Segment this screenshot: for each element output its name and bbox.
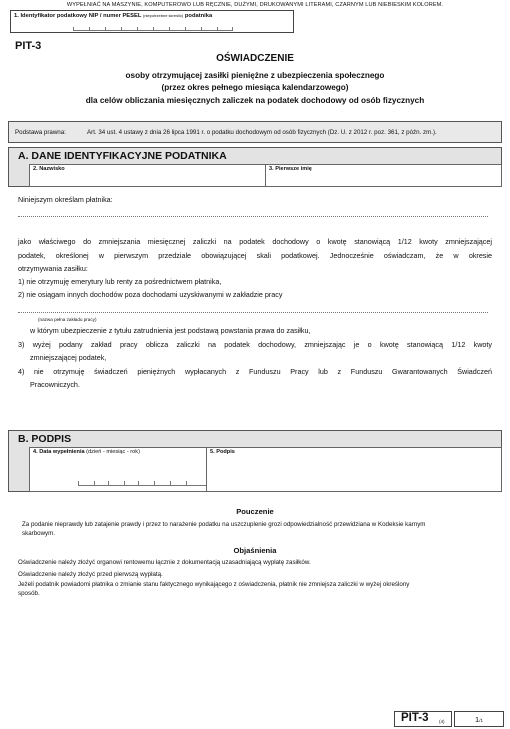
explanations-title: Objaśnienia xyxy=(233,546,277,555)
signature-label: 5. Podpis xyxy=(210,449,235,455)
subtitle-line-2: (przez okres pełnego miesiąca kalendarzowego) xyxy=(161,83,349,92)
item-4-line-1: 4) nie otrzymuję świadczeń pieniężnych wypłacanych z Funduszu Pracy lub z Funduszu Gwarantowanych Świadczeń xyxy=(18,367,492,376)
signature-field[interactable] xyxy=(206,447,502,492)
footer-form-code-text: PIT-3 xyxy=(401,712,429,724)
date-label-hint: (dzień - miesiąc - rok) xyxy=(86,449,140,455)
date-slots xyxy=(78,481,208,486)
workplace-caption: (nazwa pełna zakładu pracy) xyxy=(38,317,97,322)
nip-digit-slots xyxy=(73,27,233,31)
para1-line-1: jako właściwego do zmniejszania miesięcznej zaliczki na podatek dochodowy o kwotę stanowiącą 1/12 kwoty zmniejszającej xyxy=(18,237,492,246)
footer-version: (4) xyxy=(439,719,445,724)
subtitle-line-3: dla celów obliczania miesięcznych zaliczek na podatek dochodowy od osób fizycznych xyxy=(85,96,425,105)
explanation-3-line-1: Jeżeli podatnik powiadomi płatnika o zmianie stanu faktycznego wynikającego z oświadczenia, płatnik nie zmniejsza zaliczki w wyżej określony xyxy=(18,581,410,588)
footer-form-code xyxy=(394,711,452,727)
nip-field[interactable] xyxy=(10,10,294,33)
notice-line-1: Za podanie nieprawdy lub zatajenie prawdy i przez to narażenie podatku na uszczuplenie grozi odpowiedzialność przewidziana w Kodeksie karnym xyxy=(22,521,426,528)
subtitle-line-1: osoby otrzymującej zasiłki pieniężne z ubezpieczenia społecznego xyxy=(125,71,385,80)
surname-field[interactable] xyxy=(29,164,266,187)
item-3-line-2: zmniejszającej podatek, xyxy=(30,353,107,362)
page-number-current: 1 xyxy=(475,715,480,724)
date-label-text: 4. Data wypełnienia xyxy=(33,449,85,455)
page-title: OŚWIADCZENIE xyxy=(216,53,294,64)
explanation-2: Oświadczenie należy złożyć przed pierwszą wypłatą. xyxy=(18,571,163,578)
top-instruction: WYPEŁNIAĆ NA MASZYNIE, KOMPUTEROWO LUB RĘCZNIE, DUŻYMI, DRUKOWANYMI LITERAMI, CZARNYM LUB NIEBIESKIM KOLOREM. xyxy=(66,2,444,8)
payer-name-line[interactable] xyxy=(18,213,488,217)
para1-line-3: otrzymywania zasiłku: xyxy=(18,264,88,273)
first-name-field[interactable] xyxy=(265,164,502,187)
section-b-title: B. PODPIS xyxy=(18,433,72,445)
intro-text: Niniejszym określam płatnika: xyxy=(18,195,113,204)
item-3-line-1: 3) wyżej podany zakład pracy oblicza zaliczki na podatek dochodowy, zmniejszając je o kwotę stanowiącą 1/12 kwoty xyxy=(18,340,492,349)
section-a-title: A. DANE IDENTYFIKACYJNE PODATNIKA xyxy=(18,150,227,162)
section-b xyxy=(8,430,502,492)
legal-basis-text: Art. 34 ust. 4 ustawy z dnia 26 lipca 1991 r. o podatku dochodowym od osób fizycznych (Dz. U. z 2012 r. poz. 361, z późn. zm.). xyxy=(87,129,437,136)
form-code: PIT-3 xyxy=(15,40,42,52)
notice-line-2: skarbowym. xyxy=(22,530,56,537)
date-label xyxy=(33,449,140,455)
explanation-3-line-2: sposób. xyxy=(18,590,40,597)
item-1: 1) nie otrzymuję emerytury lub renty za pośrednictwem płatnika, xyxy=(18,277,222,286)
explanation-1: Oświadczenie należy złożyć organowi rentowemu łącznie z dokumentacją uzasadniającą wypłatę zasiłków. xyxy=(18,559,311,566)
page-number-total: /1 xyxy=(479,718,483,723)
legal-basis-label: Podstawa prawna: xyxy=(15,129,66,136)
nip-label-note: (niepotrzebne skreślić) xyxy=(142,13,184,18)
nip-label-suffix: podatnika xyxy=(184,13,213,19)
para1-line-2: podatek, określonej w pierwszym przedziale obowiązującej skali podatkowej. Jednocześnie oświadczam, że w okresie xyxy=(18,251,492,260)
workplace-name-line[interactable] xyxy=(18,309,488,313)
first-name-label: 3. Pierwsze imię xyxy=(269,166,312,172)
item-2: 2) nie osiągam innych dochodów poza dochodami uzyskiwanymi w zakładzie pracy xyxy=(18,290,283,299)
surname-label: 2. Nazwisko xyxy=(33,166,65,172)
date-field[interactable] xyxy=(29,447,207,492)
section-a xyxy=(8,147,502,187)
item-2-continued: w którym ubezpieczenie z tytułu zatrudnienia jest podstawą powstania prawa do zasiłku, xyxy=(30,326,311,335)
notice-title: Pouczenie xyxy=(236,507,274,516)
legal-basis xyxy=(8,121,502,143)
item-4-line-2: Pracowniczych. xyxy=(30,380,80,389)
nip-label xyxy=(14,13,212,19)
page-number xyxy=(454,711,504,727)
nip-label-text: 1. Identyfikator podatkowy NIP / numer PESEL xyxy=(14,13,142,19)
